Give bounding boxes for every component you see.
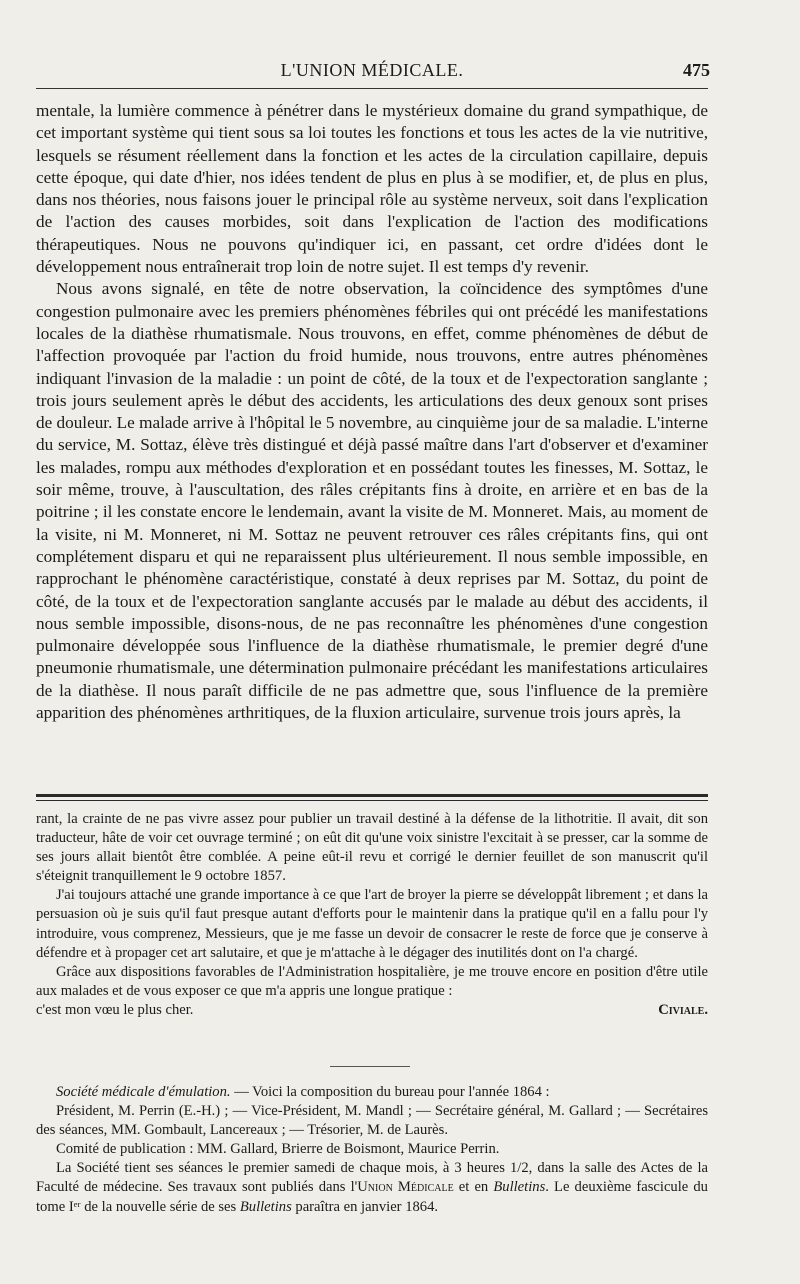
bulletins-name: Bulletins: [493, 1179, 546, 1196]
section-divider: [330, 1066, 410, 1067]
society-announcement: [36, 1083, 708, 1217]
footnote-paragraph: J'ai toujours attaché une grande importance à ce que l'art de broyer la pierre se développât librement ; et dans la persuasion où je suis qu'il faut presque autant d'efforts pour le maintenir dans la pratique qu'il en a fallu pour l'y introduire, vous comprenez, Messieurs, que je me fasse un devoir de consacrer le reste de force que je conserve à défendre et à propager cet art salutaire, et que je m'attache à le dégager des inutilités dont on l'a chargé.: [36, 887, 708, 961]
main-text: [36, 100, 708, 724]
closing-text: c'est mon vœu le plus cher.: [36, 1001, 194, 1018]
meetings-text: paraîtra en janvier 1864.: [291, 1198, 439, 1215]
society-committee: Comité de publication : MM. Gallard, Brierre de Boismont, Maurice Perrin.: [56, 1141, 500, 1158]
society-meetings: [36, 1159, 708, 1216]
society-intro: [36, 1083, 708, 1102]
closing-line: [36, 1001, 708, 1020]
author-signature: Civiale.: [658, 1001, 708, 1018]
meetings-text: . Le deuxième fascicule du tome Iᵉʳ de la nouvelle série de ses: [36, 1179, 708, 1215]
society-officers: Président, M. Perrin (E.-H.) ; — Vice-Président, M. Mandl ; — Secrétaire général, M. Gallard ; — Secrétaires des séances, MM. Gombault, Lancereaux ; — Trésorier, M. de Laurès.: [36, 1103, 708, 1139]
journal-title: L'UNION MÉDICALE.: [280, 60, 464, 80]
footnote-text: [36, 810, 708, 1020]
society-intro-text: — Voici la composition du bureau pour l'année 1864 :: [230, 1084, 550, 1100]
journal-name: Union Médicale: [357, 1179, 454, 1196]
footnote-paragraph: Grâce aux dispositions favorables de l'Administration hospitalière, je me trouve encore en position d'être utile aux malades et de vous exposer ce que m'a appris une longue pratique :: [36, 963, 708, 999]
footnote-separator-thin: [36, 800, 708, 801]
main-paragraph: Nous avons signalé, en tête de notre observation, la coïncidence des symptômes d'une congestion pulmonaire avec les premiers phénomènes fébriles qui ont précédé les manifestations locales de la diathèse rhumatismale. Nous trouvons, en effet, comme phénomènes de début de l'affection provoquée par l'action du froid humide, nous trouvons, entre autres phénomènes indiquant l'invasion de la maladie : un point de côté, de la toux et de l'expectoration sanglante ; trois jours seulement après le début des accidents, les articulations des deux genoux sont prises de douleur. Le malade arrive à l'hôpital le 5 novembre, au cinquième jour de sa maladie. L'interne du service, M. Sottaz, élève très distingué et déjà passé maître dans l'art d'observer et d'examiner les malades, rompu aux méthodes d'exploration et en possédant toutes les finesses, M. Sottaz, le soir même, trouve, à l'auscultation, des râles crépitants fins à droite, en arrière et en bas de la poitrine ; il les constate encore le lendemain, avant la visite de M. Monneret. Mais, au moment de la visite, ni M. Monneret, ni M. Sottaz ne peuvent retrouver ces râles crépitants fins, qui ont complétement disparu et qui ne reparaissent plus ultérieurement. Il nous semble impossible, en rapprochant le phénomène caractéristique, constaté à deux reprises par M. Sottaz, du point de côté, de la toux et de l'expectoration sanglante accusés par le malade au début des accidents, il nous semble impossible, disons-nous, de ne pas reconnaître les phénomènes d'une congestion pulmonaire développée sous l'influence de la diathèse rhumatismale, le premier degré d'une pneumonie rhumatismale, une détermination pulmonaire précédant les manifestations articulaires de la diathèse. Il nous paraît difficile de ne pas admettre que, sous l'influence de la première apparition des phénomènes arthritiques, de la fluxion articulaire, survenue trois jours après, la: [36, 279, 708, 723]
page-header: [36, 60, 708, 89]
main-paragraph: mentale, la lumière commence à pénétrer dans le mystérieux domaine du grand sympathique, de cet important système qui tient sous sa loi toutes les fonctions et tous les actes de la vie nutritive, lesquels se résument réellement dans la fonction et les actes de la circulation capillaire, depuis cette époque, qui date d'hier, nos idées tendent de plus en plus à se modifier, et, de plus en plus, dans nos théories, nous faisons jouer le principal rôle au système nerveux, soit dans l'explication de l'action des causes morbides, soit dans l'explication de l'action des modifications thérapeutiques. Nous ne pouvons qu'indiquer ici, en passant, cet ordre d'idées dont le développement nous entraînerait trop loin de notre sujet. Il est temps d'y revenir.: [36, 101, 708, 277]
footnote-separator: [36, 794, 708, 797]
page-number: 475: [683, 60, 710, 80]
meetings-text: et en: [453, 1179, 494, 1196]
bulletins-name: Bulletins: [239, 1198, 292, 1215]
meetings-text: La Société tient ses séances le premier samedi de chaque mois, à 3 heures 1/2, dans la salle des Actes de la Faculté de médecine. Ses travaux sont publiés dans l': [36, 1160, 708, 1196]
footnote-paragraph: rant, la crainte de ne pas vivre assez pour publier un travail destiné à la défense de la lithotritie. Il avait, dit son traducteur, hâte de voir cet ouvrage terminé ; on eût dit qu'une voix sinistre l'excitait à se presser, car la somme de ses jours allait bientôt être comblée. A peine eût-il revu et corrigé le dernier feuillet de son manuscrit qu'il s'éteignit tranquillement le 9 octobre 1857.: [36, 811, 708, 885]
society-name: Société médicale d'émulation.: [56, 1084, 231, 1100]
